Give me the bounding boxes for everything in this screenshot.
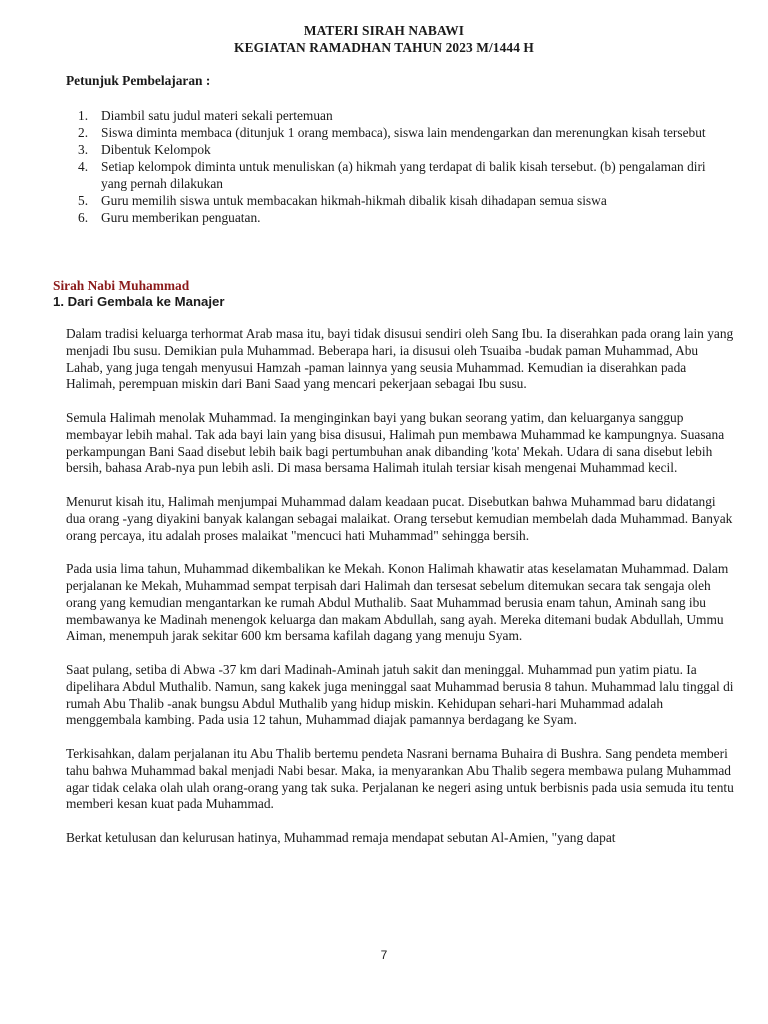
instruction-number: 5. (78, 193, 89, 208)
instruction-text: Siswa diminta membaca (ditunjuk 1 orang membaca), siswa lain mendengarkan dan merenungkan kisah tersebut (101, 125, 706, 140)
page-number: 7 (380, 948, 388, 962)
instruction-number: 6. (78, 210, 89, 225)
instruction-number: 2. (78, 125, 89, 140)
instruction-text: Dibentuk Kelompok (101, 142, 211, 157)
document-header (0, 22, 768, 56)
instructions-title: Petunjuk Pembelajaran : (66, 73, 211, 88)
instruction-item (78, 124, 718, 141)
instruction-item (78, 158, 718, 192)
instruction-text: Diambil satu judul materi sekali pertemuan (101, 108, 333, 123)
instruction-text: Guru memilih siswa untuk membacakan hikmah-hikmah dibalik kisah dihadapan semua siswa (101, 193, 607, 208)
chapter-title: 1. Dari Gembala ke Manajer (53, 294, 225, 309)
story-paragraph: Terkisahkan, dalam perjalanan itu Abu Thalib bertemu pendeta Nasrani bernama Buhaira di Bushra. Sang pendeta memberi tahu bahwa Muhammad bakal menjadi Nabi besar. Maka, ia menyarankan Abu Thalib segera membawa pulang Muhammad agar tidak celaka olah ulah orang-orang yang tak suka. Perjalanan ke negeri asing untuk berbisnis pada usia semuda itu tentu memberi kesan kuat pada Muhammad. (66, 745, 734, 812)
story-body (66, 326, 734, 864)
instructions-list (78, 107, 718, 226)
instruction-number: 3. (78, 142, 89, 157)
instruction-item (78, 192, 718, 209)
header-title-line2: KEGIATAN RAMADHAN TAHUN 2023 M/1444 H (234, 40, 534, 55)
instruction-number: 1. (78, 108, 89, 123)
story-paragraph: Saat pulang, setiba di Abwa -37 km dari Madinah-Aminah jatuh sakit dan meninggal. Muhammad pun yatim piatu. Ia dipelihara Abdul Muthalib. Namun, sang kakek juga meninggal saat Muhammad berusia 8 tahun. Muhammad lalu tinggal di rumah Abu Thalib -anak bungsu Abdul Muthalib yang hidup miskin. Kehidupan sehari-hari Muhammad adalah menggembala kambing. Pada usia 12 tahun, Muhammad diajak pamannya berdagang ke Syam. (66, 661, 734, 728)
story-paragraph: Menurut kisah itu, Halimah menjumpai Muhammad dalam keadaan pucat. Disebutkan bahwa Muhammad baru didatangi dua orang -yang diyakini banyak kalangan sebagai malaikat. Orang tersebut kemudian membelah dada Muhammad. Banyak orang percaya, itu adalah proses malaikat "mencuci hati Muhammad" sehingga bersih. (66, 493, 733, 543)
instruction-number: 4. (78, 159, 89, 174)
section-title: Sirah Nabi Muhammad (53, 278, 190, 293)
story-paragraph: Dalam tradisi keluarga terhormat Arab masa itu, bayi tidak disusui sendiri oleh Sang Ibu. Ia diserahkan pada orang lain yang menjadi Ibu susu. Demikian pula Muhammad. Beberapa hari, ia disusui oleh Tsuaiba -budak paman Muhammad, Abu Lahab, yang juga tengah menyusui Hamzah -paman lainnya yang seusia Muhammad. Kemudian ia diserahkan pada Halimah, perempuan miskin dari Bani Saad yang mencari pekerjaan sebagai Ibu susu. (66, 326, 734, 392)
instruction-item (78, 209, 718, 226)
story-paragraph: Pada usia lima tahun, Muhammad dikembalikan ke Mekah. Konon Halimah khawatir atas keselamatan Muhammad. Dalam perjalanan ke Mekah, Muhammad sempat terpisah dari Halimah dan tersesat sebelum ditemukan secara tak sengaja oleh orang yang kemudian mengantarkan ke rumah Abdul Muthalib. Saat Muhammad berusia enam tahun, Aminah sang ibu membawanya ke Madinah menengok keluarga dan makam Abdullah, sang ayah. Mereka ditemani budak Abdullah, Ummu Aiman, menempuh jarak sekitar 600 km bersama kafilah dagang yang menuju Syam. (66, 561, 729, 644)
instruction-text: Guru memberikan penguatan. (101, 210, 261, 225)
instruction-item (78, 107, 718, 124)
story-paragraph: Berkat ketulusan dan kelurusan hatinya, Muhammad remaja mendapat sebutan Al-Amien, "yang dapat (66, 829, 616, 845)
story-paragraph: Semula Halimah menolak Muhammad. Ia menginginkan bayi yang bukan seorang yatim, dan keluarganya sanggup membayar lebih mahal. Tak ada bayi lain yang bisa disusui, Halimah pun membawa Muhammad ke kampungnya. Suasana perkampungan Bani Saad disebut lebih baik bagi pertumbuhan anak dibanding 'kota' Mekah. Udara di sana disebut lebih bersih, bahasa Arab-nya pun lebih asli. Di masa bersama Halimah itulah tersiar kisah mengenai Muhammad kecil. (66, 409, 725, 476)
instruction-item (78, 141, 718, 158)
header-title-line1: MATERI SIRAH NABAWI (303, 23, 465, 38)
instruction-text: Setiap kelompok diminta untuk menuliskan (a) hikmah yang terdapat di balik kisah tersebut. (b) pengalaman diri yang pernah dilakukan (101, 159, 706, 191)
